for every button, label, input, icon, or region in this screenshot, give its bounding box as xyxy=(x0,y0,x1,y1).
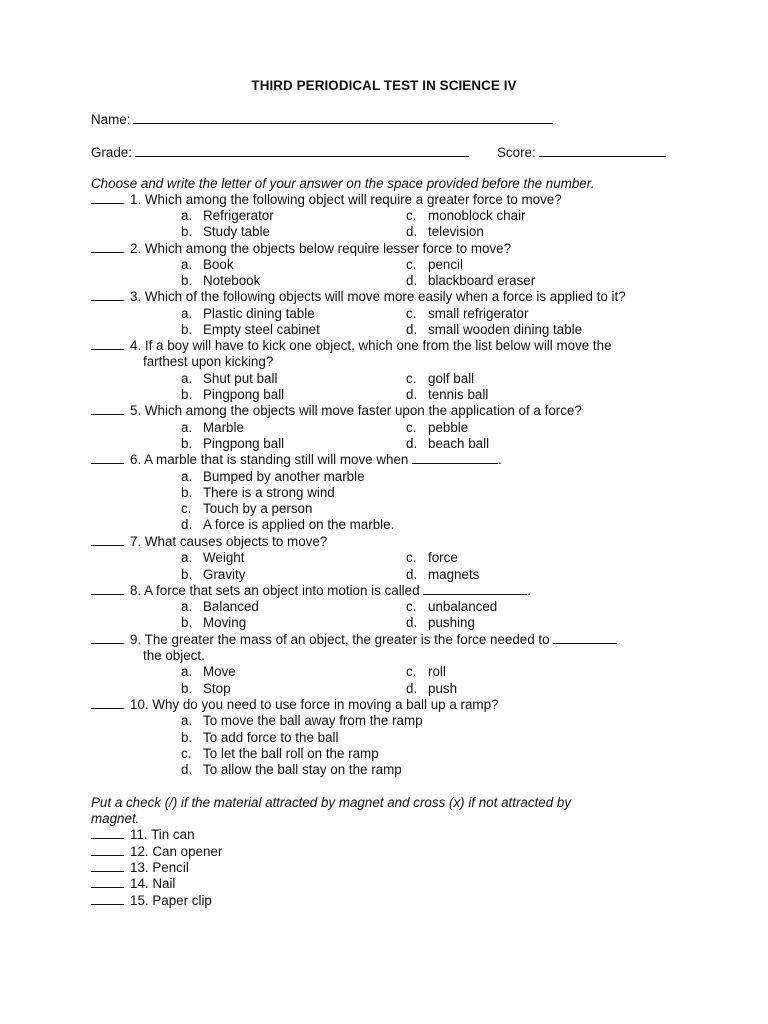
option-b: b. Moving xyxy=(181,615,247,630)
question-6: 6. A marble that is standing still will move when . xyxy=(91,452,502,468)
option-a: a. Book xyxy=(181,257,234,272)
option-c: c. Touch by a person xyxy=(181,501,313,516)
answer-blank xyxy=(91,241,124,253)
option-c: c. unbalanced xyxy=(406,599,498,614)
question-10 xyxy=(91,697,498,713)
question-4 xyxy=(91,338,612,354)
option-b: b. Pingpong ball xyxy=(181,387,285,402)
answer-blank xyxy=(91,893,124,905)
option-b: b. Study table xyxy=(181,224,270,239)
answer-blank xyxy=(91,338,124,350)
option-b: b. Pingpong ball xyxy=(181,436,285,451)
answer-blank xyxy=(91,534,124,546)
page-title: THIRD PERIODICAL TEST IN SCIENCE IV xyxy=(251,78,517,93)
question-text: 10. Why do you need to use force in moving a ball up a ramp? xyxy=(130,697,499,712)
fill-in-blank xyxy=(423,583,527,595)
option-d: d. push xyxy=(406,681,458,696)
option-a: a. Shut put ball xyxy=(181,371,278,386)
option-b: b. Notebook xyxy=(181,273,261,288)
option-a: a. Bumped by another marble xyxy=(181,469,365,484)
question-text: 7. What causes objects to move? xyxy=(130,534,328,549)
option-c: c. golf ball xyxy=(406,371,475,386)
score-field xyxy=(497,144,666,160)
option-d: d. magnets xyxy=(406,567,480,582)
question-1 xyxy=(91,192,562,208)
instructions-magnet: Put a check (/) if the material attracted by magnet and cross (x) if not attracted by xyxy=(91,795,572,810)
option-c: c. roll xyxy=(406,664,446,679)
option-d: d. blackboard eraser xyxy=(406,273,536,288)
item-11: 11. Tin can xyxy=(91,827,195,843)
answer-blank xyxy=(91,192,124,204)
question-text: 4. If a boy will have to kick one object, which one from the list below will move the xyxy=(130,338,612,353)
option-c: c. small refrigerator xyxy=(406,306,529,321)
question-3 xyxy=(91,289,626,305)
option-a: a. Marble xyxy=(181,420,244,435)
option-b: b. To add force to the ball xyxy=(181,730,339,745)
question-5 xyxy=(91,403,582,419)
option-a: a. Weight xyxy=(181,550,245,565)
question-8: 8. A force that sets an object into motion is called . xyxy=(91,583,531,599)
option-c: c. force xyxy=(406,550,458,565)
score-line xyxy=(539,144,666,157)
instructions-multiple-choice: Choose and write the letter of your answer on the space provided before the number. xyxy=(91,176,595,191)
option-d: d. To allow the ball stay on the ramp xyxy=(181,762,402,777)
question-text: 1. Which among the following object will require a greater force to move? xyxy=(130,192,562,207)
answer-blank xyxy=(91,860,124,872)
item-12: 12. Can opener xyxy=(91,844,222,860)
question-2 xyxy=(91,241,511,257)
fill-in-blank xyxy=(553,632,617,644)
score-label: Score: xyxy=(497,145,536,160)
option-a: a. To move the ball away from the ramp xyxy=(181,713,423,728)
option-d: d. small wooden dining table xyxy=(406,322,583,337)
grade-line xyxy=(135,144,469,157)
question-4-continued: farthest upon kicking? xyxy=(143,354,274,369)
option-c: c. pebble xyxy=(406,420,469,435)
option-c: c. To let the ball roll on the ramp xyxy=(181,746,379,761)
option-c: c. pencil xyxy=(406,257,463,272)
answer-blank xyxy=(91,697,124,709)
instructions-magnet-continued: magnet. xyxy=(91,811,140,826)
name-line xyxy=(133,111,553,124)
question-7 xyxy=(91,534,327,550)
item-15: 15. Paper clip xyxy=(91,893,212,909)
item-13: 13. Pencil xyxy=(91,860,189,876)
grade-field xyxy=(91,144,469,160)
question-text: 8. A force that sets an object into motion is called xyxy=(130,583,420,598)
fill-in-blank xyxy=(412,452,498,464)
question-text: 2. Which among the objects below require lesser force to move? xyxy=(130,241,512,256)
answer-blank xyxy=(91,289,124,301)
name-label: Name: xyxy=(91,112,131,127)
question-text: 9. The greater the mass of an object, the greater is the force needed to xyxy=(130,632,550,647)
option-d: d. A force is applied on the marble. xyxy=(181,517,395,532)
answer-blank xyxy=(91,632,124,644)
option-a: a. Balanced xyxy=(181,599,259,614)
option-b: b. Empty steel cabinet xyxy=(181,322,320,337)
question-9-continued: the object. xyxy=(143,648,205,663)
answer-blank xyxy=(91,452,124,464)
option-a: a. Move xyxy=(181,664,236,679)
question-text: 3. Which of the following objects will move more easily when a force is applied to it? xyxy=(130,289,626,304)
option-d: d. beach ball xyxy=(406,436,490,451)
option-d: d. tennis ball xyxy=(406,387,489,402)
answer-blank xyxy=(91,583,124,595)
question-text: 6. A marble that is standing still will move when xyxy=(130,452,409,467)
option-d: d. pushing xyxy=(406,615,475,630)
option-a: a. Refrigerator xyxy=(181,208,274,223)
answer-blank xyxy=(91,876,124,888)
option-d: d. television xyxy=(406,224,484,239)
option-b: b. Stop xyxy=(181,681,231,696)
option-c: c. monoblock chair xyxy=(406,208,526,223)
question-text: 5. Which among the objects will move faster upon the application of a force? xyxy=(130,403,582,418)
item-14: 14. Nail xyxy=(91,876,175,892)
answer-blank xyxy=(91,403,124,415)
option-b: b. There is a strong wind xyxy=(181,485,335,500)
answer-blank xyxy=(91,844,124,856)
name-field xyxy=(91,111,553,127)
grade-label: Grade: xyxy=(91,145,132,160)
answer-blank xyxy=(91,827,124,839)
question-9 xyxy=(91,632,617,648)
option-b: b. Gravity xyxy=(181,567,246,582)
option-a: a. Plastic dining table xyxy=(181,306,315,321)
